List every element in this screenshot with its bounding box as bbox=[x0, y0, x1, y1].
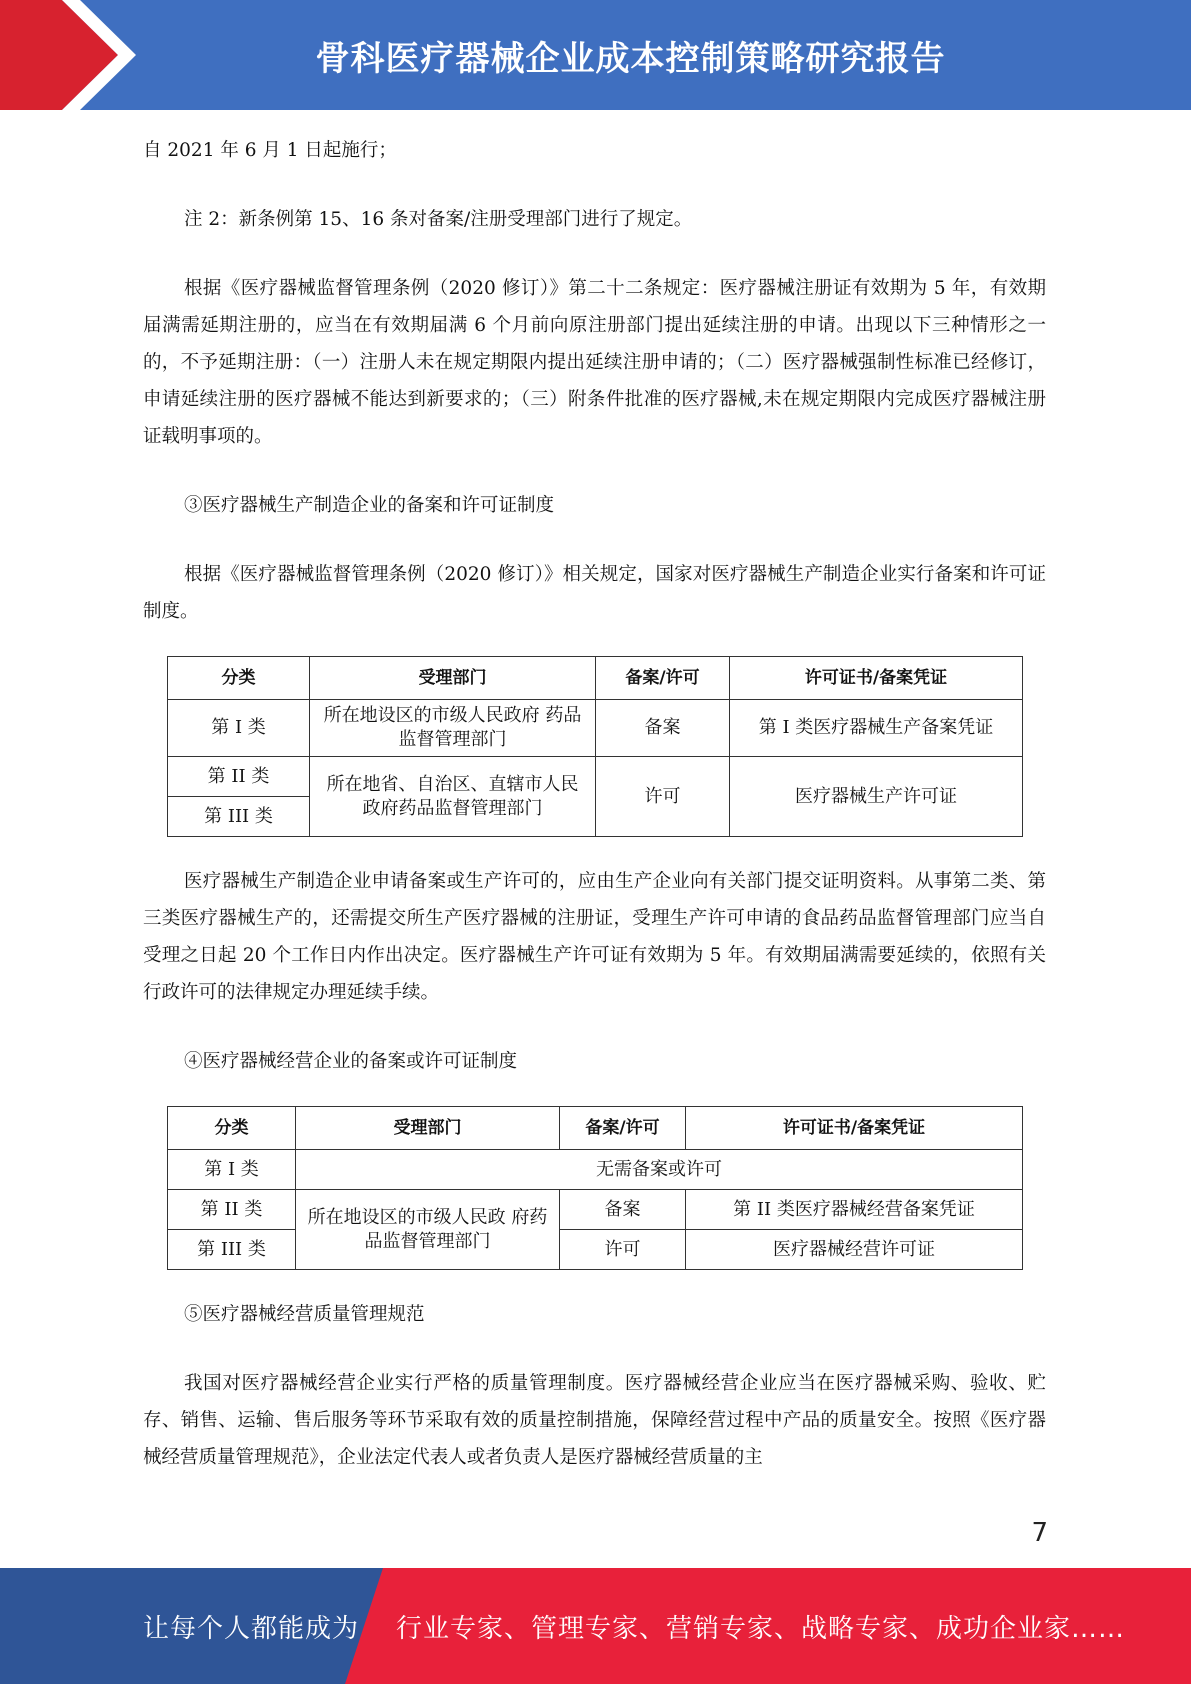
table-header: 分类 bbox=[168, 657, 310, 700]
table-cell: 第 I 类 bbox=[168, 1150, 296, 1190]
footer-slogan-right: 行业专家、管理专家、营销专家、战略专家、成功企业家…… bbox=[396, 1613, 1126, 1644]
production-license-table bbox=[167, 656, 1023, 837]
footer-slogan-left: 让每个人都能成为 bbox=[143, 1613, 360, 1644]
table-header: 受理部门 bbox=[310, 657, 596, 700]
section-heading: ④医疗器械经营企业的备案或许可证制度 bbox=[184, 1051, 518, 1072]
table-cell: 所在地设区的市级人民政府 药品监督管理部门 bbox=[310, 700, 596, 757]
table-cell: 第 II 类医疗器械经营备案凭证 bbox=[686, 1190, 1023, 1230]
table-cell: 医疗器械经营许可证 bbox=[686, 1230, 1023, 1270]
table-row bbox=[168, 700, 1023, 757]
paragraph: 根据《医疗器械监督管理条例（2020 修订）》第二十二条规定：医疗器械注册证有效期为 5 年，有效期届满需延期注册的，应当在有效期届满 6 个月前向原注册部门提出延续注册的申请。出现以下三种情形之一的，不予延期注册：（一）注册人未在规定期限内提出延续注册申请的；（二）医疗器械强制性标准已经修订，申请延续注册的医疗器械不能达到新要求的；（三）附条件批准的医疗器械,未在规定期限内完成医疗器械注册证载明事项的。 bbox=[143, 278, 1046, 447]
paragraph: 医疗器械生产制造企业申请备案或生产许可的，应由生产企业向有关部门提交证明资料。从事第二类、第三类医疗器械生产的，还需提交所生产医疗器械的注册证，受理生产许可申请的食品药品监督管理部门应当自受理之日起 20 个工作日内作出决定。医疗器械生产许可证有效期为 5 年。有效期届满需要延续的，依照有关行政许可的法律规定办理延续手续。 bbox=[143, 871, 1046, 1003]
table-cell: 备案 bbox=[560, 1190, 686, 1230]
table-header: 受理部门 bbox=[296, 1107, 560, 1150]
distribution-license-table bbox=[167, 1106, 1023, 1270]
table-cell: 许可 bbox=[596, 757, 730, 837]
section-heading: ③医疗器械生产制造企业的备案和许可证制度 bbox=[184, 495, 555, 516]
table-row bbox=[168, 757, 1023, 797]
table-cell: 所在地省、自治区、直辖市人民政府药品监督管理部门 bbox=[310, 757, 596, 837]
table-cell: 第 III 类 bbox=[168, 1230, 296, 1270]
table-header-row bbox=[168, 1107, 1023, 1150]
note-paragraph: 注 2：新条例第 15、16 条对备案/注册受理部门进行了规定。 bbox=[184, 209, 693, 230]
table-cell: 医疗器械生产许可证 bbox=[730, 757, 1023, 837]
table-cell: 第 I 类 bbox=[168, 700, 310, 757]
table-row bbox=[168, 1190, 1023, 1230]
section-heading: ⑤医疗器械经营质量管理规范 bbox=[184, 1304, 425, 1325]
table-cell: 无需备案或许可 bbox=[296, 1150, 1023, 1190]
page-number: 7 bbox=[1031, 1518, 1048, 1548]
paragraph: 根据《医疗器械监督管理条例（2020 修订）》相关规定，国家对医疗器械生产制造企业实行备案和许可证制度。 bbox=[143, 564, 1046, 622]
table-cell: 许可 bbox=[560, 1230, 686, 1270]
page-footer bbox=[0, 1568, 1191, 1684]
table-header: 备案/许可 bbox=[596, 657, 730, 700]
table-row bbox=[168, 1150, 1023, 1190]
table-cell: 第 III 类 bbox=[168, 797, 310, 837]
table-cell: 第 II 类 bbox=[168, 1190, 296, 1230]
paragraph: 我国对医疗器械经营企业实行严格的质量管理制度。医疗器械经营企业应当在医疗器械采购、验收、贮存、销售、运输、售后服务等环节采取有效的质量控制措施，保障经营过程中产品的质量安全。按照《医疗器械经营质量管理规范》，企业法定代表人或者负责人是医疗器械经营质量的主 bbox=[143, 1373, 1046, 1468]
table-cell: 所在地设区的市级人民政 府药品监督管理部门 bbox=[296, 1190, 560, 1270]
table-header: 备案/许可 bbox=[560, 1107, 686, 1150]
table-header: 许可证书/备案凭证 bbox=[686, 1107, 1023, 1150]
table-header-row bbox=[168, 657, 1023, 700]
table-header: 许可证书/备案凭证 bbox=[730, 657, 1023, 700]
page-header bbox=[0, 0, 1191, 110]
table-cell: 第 I 类医疗器械生产备案凭证 bbox=[730, 700, 1023, 757]
paragraph: 自 2021 年 6 月 1 日起施行； bbox=[143, 140, 397, 161]
table-cell: 第 II 类 bbox=[168, 757, 310, 797]
document-body bbox=[143, 132, 1046, 1476]
table-cell: 备案 bbox=[596, 700, 730, 757]
header-arrow-decoration bbox=[0, 0, 150, 110]
table-header: 分类 bbox=[168, 1107, 296, 1150]
page-title: 骨科医疗器械企业成本控制策略研究报告 bbox=[315, 38, 946, 79]
